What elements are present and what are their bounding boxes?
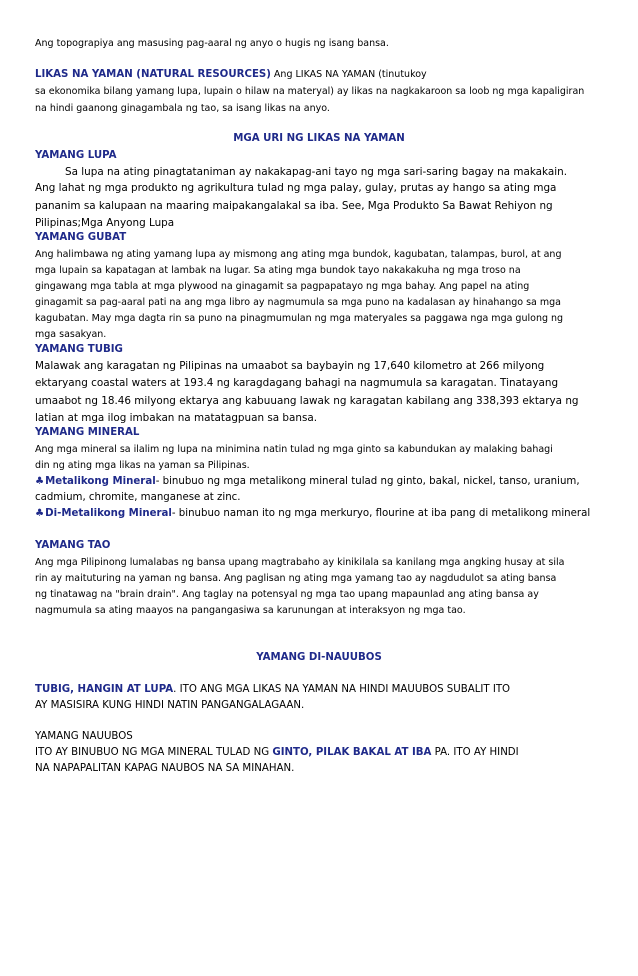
tao-line-2: rin ay maituturing na yaman ng bansa. Ang paglisan ng ating mga yamang tao ay nagdudulot sa ating bansa — [35, 573, 557, 584]
metaliko-label: Metalikong Mineral — [45, 476, 156, 487]
metaliko-line-1 — [35, 476, 580, 489]
nauubos-line-1-pre: ITO AY BINUBUO NG MGA MINERAL TULAD NG — [35, 747, 273, 758]
tubig-heading: YAMANG TUBIG — [35, 344, 123, 355]
nauubos-line-2: NA NAPAPALITAN KAPAG NAUBOS NA SA MINAHAN. — [35, 763, 295, 774]
likas-line-1-rest: Ang LIKAS NA YAMAN (tinutukoy — [270, 69, 427, 80]
di-metaliko-label: Di-Metalikong Mineral — [45, 508, 172, 519]
gubat-line-3: gingawang mga tabla at mga plywood na ginagamit sa pagpapatayo ng mga bahay. Ang papel na ating — [35, 281, 530, 292]
tubig-line-2: ektaryang coastal waters at 193.4 ng karagdagang bahagi na nagmumula sa karagatan. Tinatayang — [35, 377, 559, 389]
tubig-hangin-line-2: AY MASISIRA KUNG HINDI NATIN PANGANGALAGAAN. — [35, 700, 305, 711]
tao-line-4: nagmumula sa ating maayos na pangangasiwa sa karunungan at interaksyon ng mga tao. — [35, 605, 466, 616]
nauubos-heading: YAMANG NAUUBOS — [35, 731, 133, 742]
tao-line-1: Ang mga Pilipinong lumalabas ng bansa upang magtrabaho ay kinikilala sa kanilang mga angking husay at sila — [35, 557, 565, 568]
lupa-line-2: Ang lahat ng mga produkto ng agrikultura tulad ng mga palay, gulay, prutas ay hango sa ating mga — [35, 182, 557, 194]
metaliko-line-2: cadmium, chromite, manganese at zinc. — [35, 492, 241, 503]
likas-line-3: na hindi gaanong ginagambala ng tao, sa isang likas na anyo. — [35, 103, 330, 114]
tao-line-3: ng tinatawag na "brain drain". Ang taglay na potensyal ng mga tao upang mapaunlad ang ating bansa ay — [35, 589, 539, 600]
lupa-heading: YAMANG LUPA — [35, 150, 117, 161]
intro-text: Ang topograpiya ang masusing pag-aaral ng anyo o hugis ng isang bansa. — [35, 38, 389, 49]
di-metaliko-line — [35, 508, 590, 521]
gubat-line-1: Ang halimbawa ng ating yamang lupa ay mismong ang ating mga bundok, kagubatan, talampas, burol, at ang — [35, 249, 562, 260]
club-bullet-icon: ♣ — [35, 508, 45, 519]
nauubos-line-1-post: PA. ITO AY HINDI — [431, 747, 519, 758]
mineral-line-1: Ang mga mineral sa ilalim ng lupa na minimina natin tulad ng mga ginto sa kabundukan ay malaking bahagi — [35, 444, 553, 455]
likas-line-2: sa ekonomika bilang yamang lupa, lupain o hilaw na materyal) ay likas na nagkakaroon sa loob ng mga kapaligiran — [35, 86, 585, 97]
likas-heading: LIKAS NA YAMAN (NATURAL RESOURCES) — [35, 69, 271, 80]
gubat-line-6: mga sasakyan. — [35, 329, 107, 340]
lupa-line-4: Pilipinas;Mga Anyong Lupa — [35, 217, 175, 229]
gubat-line-4: ginagamit sa pag-aaral pati na ang mga libro ay nagmumula sa mga puno na kadalasan ay hinahango sa mga — [35, 297, 562, 308]
gubat-line-5: kagubatan. May mga dagta rin sa puno na pinagmumulan ng mga materyales sa paggawa nga mga gulong ng — [35, 313, 564, 324]
mineral-heading: YAMANG MINERAL — [35, 427, 140, 438]
tubig-line-1: Malawak ang karagatan ng Pilipinas na umaabot sa baybayin ng 17,640 kilometro at 266 milyong — [35, 360, 545, 372]
di-nauubos-title: YAMANG DI-NAUUBOS — [256, 652, 382, 663]
mga-uri-title: MGA URI NG LIKAS NA YAMAN — [233, 133, 405, 144]
mineral-line-2: din ng ating mga likas na yaman sa Pilipinas. — [35, 460, 250, 471]
likas-line-1 — [35, 69, 427, 82]
nauubos-bold-minerals: GINTO, PILAK BAKAL AT IBA — [272, 747, 432, 758]
lupa-line-3: pananim sa kalupaan na maaring maipakangalakal sa iba. See, Mga Produkto Sa Bawat Rehiyon ng — [35, 200, 553, 212]
tubig-line-4: latian at mga ilog imbakan na matatagpuan sa bansa. — [35, 412, 318, 424]
di-metaliko-text: - binubuo naman ito ng mga merkuryo, flourine at iba pang di metalikong mineral — [171, 508, 591, 519]
tubig-hangin-line-1 — [35, 684, 510, 697]
nauubos-line-1 — [35, 747, 519, 760]
tao-heading: YAMANG TAO — [35, 540, 111, 551]
tubig-line-3: umaabot ng 18.46 milyong ektarya ang kabuuang lawak ng karagatan kabilang ang 338,393 ektarya ng — [35, 395, 579, 407]
gubat-heading: YAMANG GUBAT — [35, 232, 127, 243]
tubig-hangin-label: TUBIG, HANGIN AT LUPA — [35, 684, 174, 695]
metaliko-text: - binubuo ng mga metalikong mineral tulad ng ginto, bakal, nickel, tanso, uranium, — [155, 476, 580, 487]
lupa-line-1: Sa lupa na ating pinagtataniman ay nakakapag-ani tayo ng mga sari-saring bagay na makakain. — [65, 166, 567, 178]
club-bullet-icon: ♣ — [35, 476, 45, 487]
tubig-hangin-rest: . ITO ANG MGA LIKAS NA YAMAN NA HINDI MAUUBOS SUBALIT ITO — [173, 684, 511, 695]
gubat-line-2: mga lupain sa kapatagan at lambak na lugar. Sa ating mga bundok tayo nakakakuha ng mga troso na — [35, 265, 521, 276]
